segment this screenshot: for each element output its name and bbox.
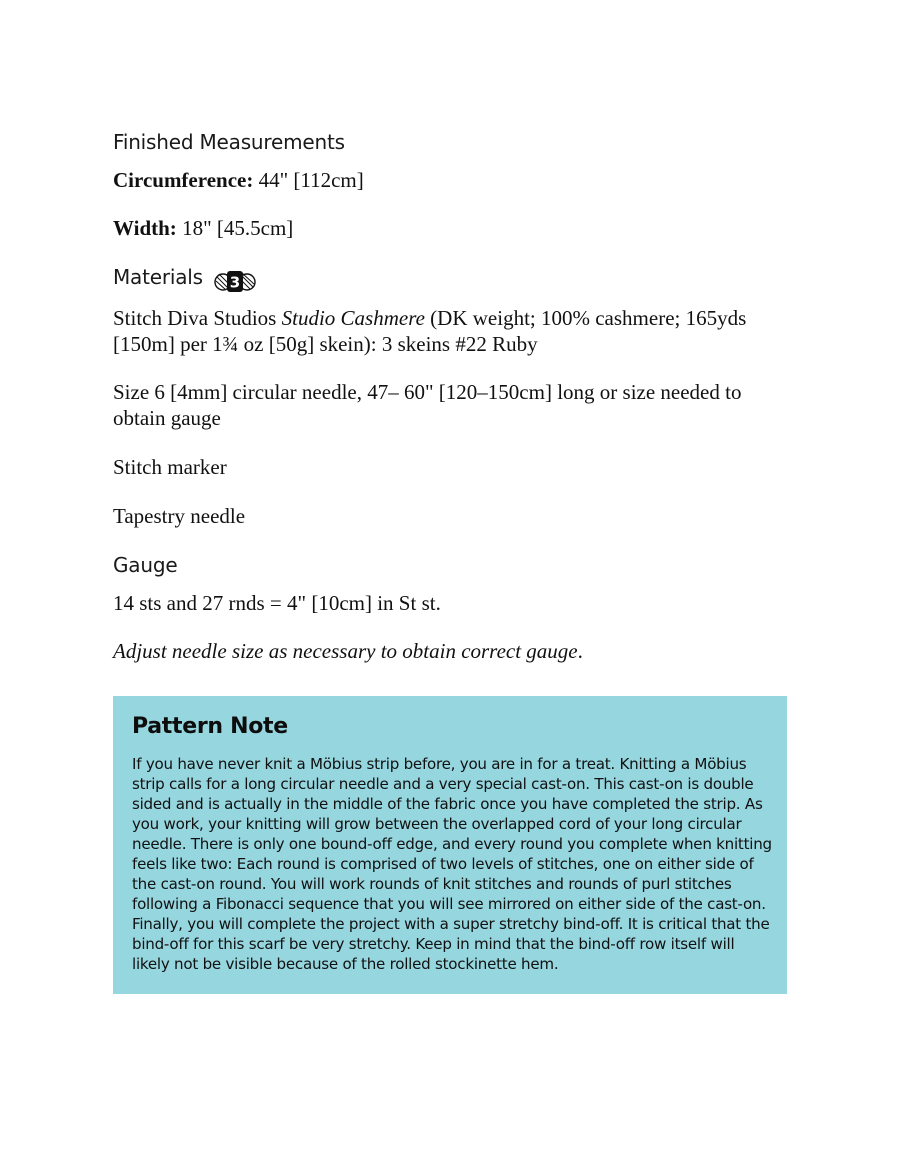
gauge-heading: Gauge [113, 553, 178, 577]
gauge-adjust-line [113, 638, 787, 664]
yarn-name: Studio Cashmere [281, 306, 425, 330]
circumference-line [113, 167, 787, 193]
gauge-adjust-end: . [577, 639, 583, 663]
yarn-line [113, 305, 787, 357]
yarn-brand: Stitch Diva Studios [113, 306, 282, 330]
pattern-note-title: Pattern Note [132, 714, 288, 739]
gauge-adjust-text: Adjust needle size as necessary to obtain correct gauge [113, 639, 578, 663]
width-value: 18" [45.5cm] [176, 216, 294, 240]
circumference-value: 44" [112cm] [253, 168, 364, 192]
pattern-note-box [113, 696, 787, 994]
width-line [113, 215, 787, 241]
stitch-marker-line: Stitch marker [113, 455, 227, 479]
circumference-label: Circumference: [113, 168, 254, 192]
width-label: Width: [113, 216, 177, 240]
materials-heading: Materials [113, 265, 203, 289]
yarn-weight-number: 3 [229, 273, 241, 292]
gauge-line: 14 sts and 27 rnds = 4" [10cm] in St st. [113, 591, 441, 615]
yarn-details: (DK weight; 100% cashmere; 165yds [150m] per 1¾ oz [50g] skein): 3 skeins #22 Ruby [113, 306, 747, 356]
needle-line: Size 6 [4mm] circular needle, 47– 60" [120–150cm] long or size needed to obtain gauge [113, 380, 742, 430]
tapestry-needle-line: Tapestry needle [113, 504, 246, 528]
yarn-weight-3-icon [214, 266, 256, 296]
finished-measurements-heading: Finished Measurements [113, 130, 345, 154]
pattern-note-body: If you have never knit a Möbius strip before, you are in for a treat. Knitting a Möbius strip calls for a long circular needle and a very special cast-on. This cast-on is double sided and is actually in the middle of the fabric once you have completed the strip. As you work, your knitting will grow between the overlapped cord of your long circular needle. There is only one bound-off edge, and every round you complete when knitting feels like two: Each round is comprised of two levels of stitches, one on either side of the cast-on round. You will work rounds of knit stitches and rounds of purl stitches following a Fibonacci sequence that you will see mirrored on either side of the cast-on. Finally, you will complete the project with a super stretchy bind-off. It is critical that the bind-off for this scarf be very stretchy. Keep in mind that the bind-off row itself will likely not be visible because of the rolled stockinette hem. [132, 755, 772, 973]
